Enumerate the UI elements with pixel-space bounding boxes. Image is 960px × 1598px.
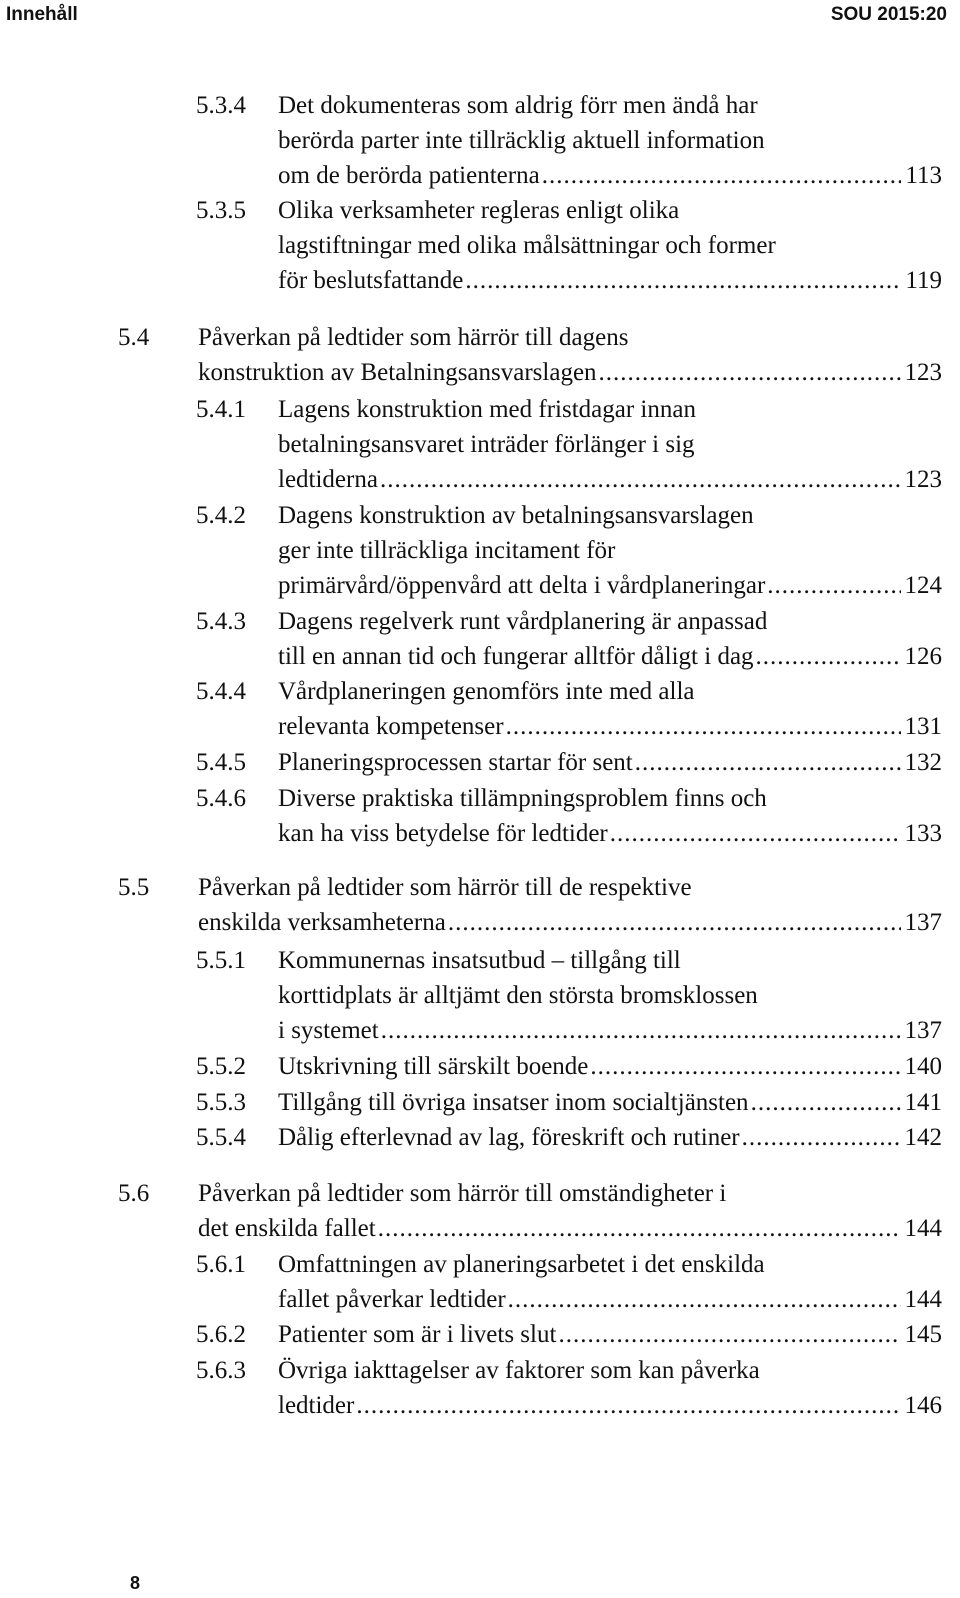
toc-entry-text: Det dokumenteras som aldrig förr men ändå har [278,92,758,119]
toc-entry-text: ledtiderna [278,466,378,493]
toc-entry-number: 5.4.5 [196,749,246,776]
toc-entry-number: 5.5.1 [196,947,246,974]
toc-entry-text: Planeringsprocessen startar för sent [278,749,633,776]
toc-entry-text: Diverse praktiska tillämpningsproblem finns och [278,785,767,812]
toc-entry-text: relevanta kompetenser [278,713,504,740]
dot-leader [380,462,901,497]
toc-entry-page: 137 [904,1017,942,1044]
toc-entry-text: Utskrivning till särskilt boende [278,1053,589,1080]
toc-entry-page: 144 [904,1286,942,1313]
toc-entry[interactable] [196,392,942,497]
toc-entry-text: kan ha viss betydelse för ledtider [278,820,608,847]
toc-entry-text: Kommunernas insatsutbud – tillgång till [278,947,681,974]
toc-entry-text: det enskilda fallet [198,1215,376,1242]
dot-leader [508,1282,901,1317]
toc-entry-page: 132 [904,749,942,776]
toc-entry[interactable] [196,674,942,744]
toc-entry-page: 146 [904,1392,942,1419]
toc-entry-number: 5.6.2 [196,1321,246,1348]
toc-entry-text: Vårdplaneringen genomförs inte med alla [278,678,695,705]
toc-entry[interactable] [196,745,942,780]
dot-leader [767,568,900,603]
dot-leader [542,158,902,193]
toc-entry-number: 5.4.2 [196,502,246,529]
toc-entry-page: 144 [904,1215,942,1242]
toc-entry-text: ledtider [278,1392,355,1419]
toc-entry-text: i systemet [278,1017,379,1044]
toc-entry-page: 113 [905,162,942,189]
toc-entry-number: 5.4.1 [196,396,246,423]
toc-entry[interactable] [196,1120,942,1155]
toc-entry-text: konstruktion av Betalningsansvarslagen [198,359,597,386]
dot-leader [599,355,901,390]
toc-entry-text: berörda parter inte tillräcklig aktuell information [278,127,765,154]
toc-entry-number: 5.6.3 [196,1357,246,1384]
toc-entry-text: Olika verksamheter regleras enligt olika [278,197,680,224]
toc-entry-number: 5.5.3 [196,1089,246,1116]
toc-entry[interactable] [196,498,942,603]
running-header-report-id: SOU 2015:20 [830,4,947,25]
dot-leader [448,905,901,940]
toc-entry-text: betalningsansvaret inträder förlänger i sig [278,431,695,458]
toc-entry-text: Övriga iakttagelser av faktorer som kan påverka [278,1357,760,1384]
toc-entry[interactable] [118,870,942,940]
dot-leader [590,1049,900,1084]
toc-entry-text: enskilda verksamheterna [198,909,446,936]
toc-entry-page: 124 [904,572,942,599]
toc-entry-number: 5.5.4 [196,1124,246,1151]
toc-entry-page: 142 [904,1124,942,1151]
toc-entry-number: 5.3.4 [196,92,246,119]
toc-entry-number: 5.4.6 [196,785,246,812]
dot-leader [610,816,901,851]
toc-entry-page: 145 [904,1321,942,1348]
dot-leader [356,1388,900,1423]
toc-entry[interactable] [196,1049,942,1084]
toc-entry-text: Dagens konstruktion av betalningsansvarslagen [278,502,754,529]
dot-leader [635,745,901,780]
toc-entry-text: till en annan tid och fungerar alltför dåligt i dag [278,643,754,670]
toc-entry-text: primärvård/öppenvård att delta i vårdplaneringar [278,572,766,599]
toc-entry-page: 119 [905,267,942,294]
toc-entry[interactable] [196,943,942,1048]
toc-entry-number: 5.4.4 [196,678,246,705]
toc-entry-text: Tillgång till övriga insatser inom socialtjänsten [278,1089,749,1116]
toc-entry-page: 123 [904,466,942,493]
toc-entry-page: 126 [904,643,942,670]
toc-entry-text: Påverkan på ledtider som härrör till omständigheter i [198,1180,727,1207]
toc-entry[interactable] [196,88,942,193]
toc-entry-number: 5.6 [118,1180,150,1207]
toc-entry[interactable] [196,193,942,298]
dot-leader [756,639,901,674]
toc-entry-number: 5.4 [118,324,150,351]
toc-entry-page: 140 [904,1053,942,1080]
toc-entry[interactable] [196,1247,942,1317]
toc-entry-number: 5.4.3 [196,608,246,635]
dot-leader [381,1013,901,1048]
toc-entry-page: 123 [904,359,942,386]
toc-entry-page: 131 [904,713,942,740]
toc-entry[interactable] [196,604,942,674]
dot-leader [506,709,901,744]
dot-leader [378,1211,901,1246]
toc-entry-text: ger inte tillräckliga incitament för [278,537,616,564]
toc-entry-text: Patienter som är i livets slut [278,1321,557,1348]
toc-entry-text: Omfattningen av planeringsarbetet i det enskilda [278,1251,765,1278]
dot-leader [742,1120,901,1155]
toc-entry-number: 5.6.1 [196,1251,246,1278]
toc-entry-page: 133 [904,820,942,847]
page-number: 8 [130,1573,141,1593]
toc-entry-text: Dagens regelverk runt vårdplanering är anpassad [278,608,768,635]
toc-entry[interactable] [196,1353,942,1423]
toc-entry-text: korttidplats är alltjämt den största bromsklossen [278,982,758,1009]
toc-entry-text: fallet påverkar ledtider [278,1286,506,1313]
toc-entry[interactable] [196,781,942,851]
toc-entry-page: 141 [904,1089,942,1116]
toc-entry[interactable] [196,1317,942,1352]
toc-entry-text: Lagens konstruktion med fristdagar innan [278,396,696,423]
dot-leader [751,1085,901,1120]
running-header-section: Innehåll [6,4,78,25]
toc-entry-text: Påverkan på ledtider som härrör till dagens [198,324,629,351]
toc-entry[interactable] [118,1176,942,1246]
toc-entry-number: 5.5.2 [196,1053,246,1080]
dot-leader [558,1317,900,1352]
toc-entry[interactable] [196,1085,942,1120]
toc-entry-number: 5.5 [118,874,150,901]
toc-entry-text: lagstiftningar med olika målsättningar och former [278,232,776,259]
toc-entry-text: Dålig efterlevnad av lag, föreskrift och rutiner [278,1124,740,1151]
toc-entry[interactable] [118,320,942,390]
toc-entry-number: 5.3.5 [196,197,246,224]
toc-entry-text: för beslutsfattande [278,267,464,294]
dot-leader [465,263,901,298]
toc-entry-page: 137 [904,909,942,936]
toc-entry-text: om de berörda patienterna [278,162,540,189]
toc-entry-text: Påverkan på ledtider som härrör till de respektive [198,874,692,901]
